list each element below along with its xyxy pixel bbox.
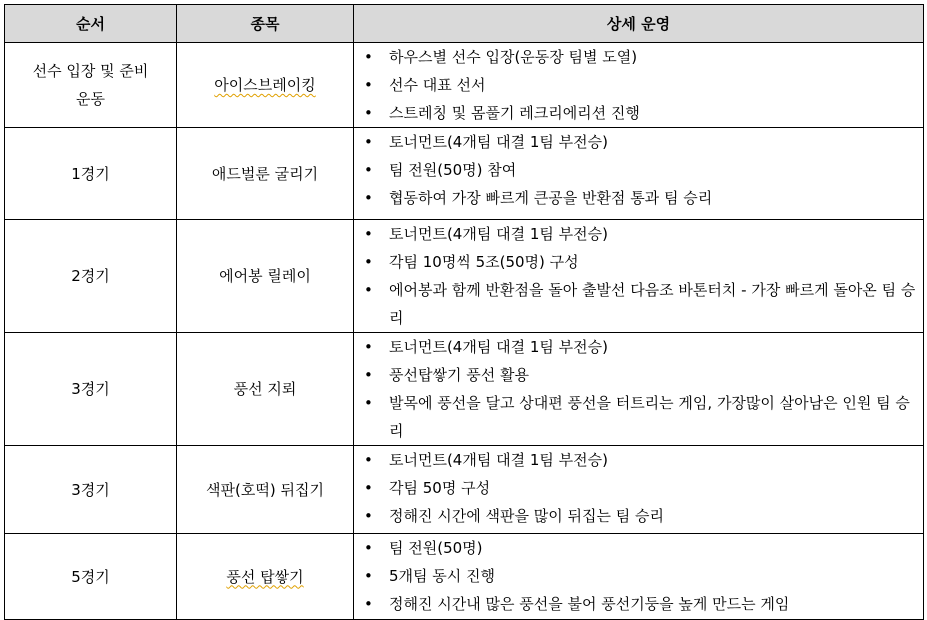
event-cell: 에어봉 릴레이 bbox=[177, 220, 354, 333]
list-item: • 토너먼트(4개팀 대결 1팀 부전승) bbox=[354, 333, 923, 361]
detail-cell bbox=[354, 333, 924, 446]
event-name: 풍선 탑쌓기 bbox=[226, 567, 304, 586]
detail-list bbox=[354, 446, 923, 530]
list-item: • 선수 대표 선서 bbox=[354, 71, 923, 99]
detail-list bbox=[354, 333, 923, 445]
detail-cell bbox=[354, 220, 924, 333]
table-row bbox=[5, 446, 924, 534]
list-item: • 발목에 풍선을 달고 상대편 풍선을 터트리는 게임, 가장많이 살아남은 인원 팀 승리 bbox=[354, 389, 923, 445]
detail-cell bbox=[354, 446, 924, 534]
list-item: • 토너먼트(4개팀 대결 1팀 부전승) bbox=[354, 128, 923, 156]
list-item: • 각팀 10명씩 5조(50명) 구성 bbox=[354, 248, 923, 276]
table-row bbox=[5, 43, 924, 128]
order-cell: 2경기 bbox=[5, 220, 177, 333]
table-row bbox=[5, 220, 924, 333]
list-item: • 협동하여 가장 빠르게 큰공을 반환점 통과 팀 승리 bbox=[354, 184, 923, 212]
list-item: • 스트레칭 및 몸풀기 레크리에리션 진행 bbox=[354, 99, 923, 127]
event-cell bbox=[177, 534, 354, 620]
order-cell: 3경기 bbox=[5, 446, 177, 534]
table-row bbox=[5, 128, 924, 220]
list-item: • 팀 전원(50명) 참여 bbox=[354, 156, 923, 184]
list-item: • 팀 전원(50명) bbox=[354, 534, 923, 562]
detail-cell bbox=[354, 128, 924, 220]
order-cell: 1경기 bbox=[5, 128, 177, 220]
event-cell: 풍선 지뢰 bbox=[177, 333, 354, 446]
detail-cell bbox=[354, 43, 924, 128]
header-event: 종목 bbox=[177, 5, 354, 43]
list-item: • 5개팀 동시 진행 bbox=[354, 562, 923, 590]
order-cell: 5경기 bbox=[5, 534, 177, 620]
list-item: • 토너먼트(4개팀 대결 1팀 부전승) bbox=[354, 220, 923, 248]
table-row bbox=[5, 333, 924, 446]
event-cell: 색판(호떡) 뒤집기 bbox=[177, 446, 354, 534]
list-item: • 각팀 50명 구성 bbox=[354, 474, 923, 502]
detail-cell bbox=[354, 534, 924, 620]
detail-list bbox=[354, 128, 923, 212]
event-name: 아이스브레이킹 bbox=[214, 76, 316, 94]
event-cell bbox=[177, 43, 354, 128]
detail-list bbox=[354, 220, 923, 332]
order-cell: 선수 입장 및 준비운동 bbox=[5, 43, 177, 128]
header-row bbox=[5, 5, 924, 43]
list-item: • 풍선탑쌓기 풍선 활용 bbox=[354, 361, 923, 389]
list-item: • 하우스별 선수 입장(운동장 팀별 도열) bbox=[354, 43, 923, 71]
order-cell: 3경기 bbox=[5, 333, 177, 446]
list-item: • 에어봉과 함께 반환점을 돌아 출발선 다음조 바톤터치 - 가장 빠르게 돌아온 팀 승리 bbox=[354, 276, 923, 332]
detail-list bbox=[354, 534, 923, 618]
program-table bbox=[4, 4, 924, 620]
list-item: • 토너먼트(4개팀 대결 1팀 부전승) bbox=[354, 446, 923, 474]
list-item: • 정해진 시간내 많은 풍선을 불어 풍선기둥을 높게 만드는 게임 bbox=[354, 590, 923, 618]
table-row bbox=[5, 534, 924, 620]
list-item: • 정해진 시간에 색판을 많이 뒤집는 팀 승리 bbox=[354, 502, 923, 530]
header-order: 순서 bbox=[5, 5, 177, 43]
detail-list bbox=[354, 43, 923, 127]
header-detail: 상세 운영 bbox=[354, 5, 924, 43]
event-cell: 애드벌룬 굴리기 bbox=[177, 128, 354, 220]
